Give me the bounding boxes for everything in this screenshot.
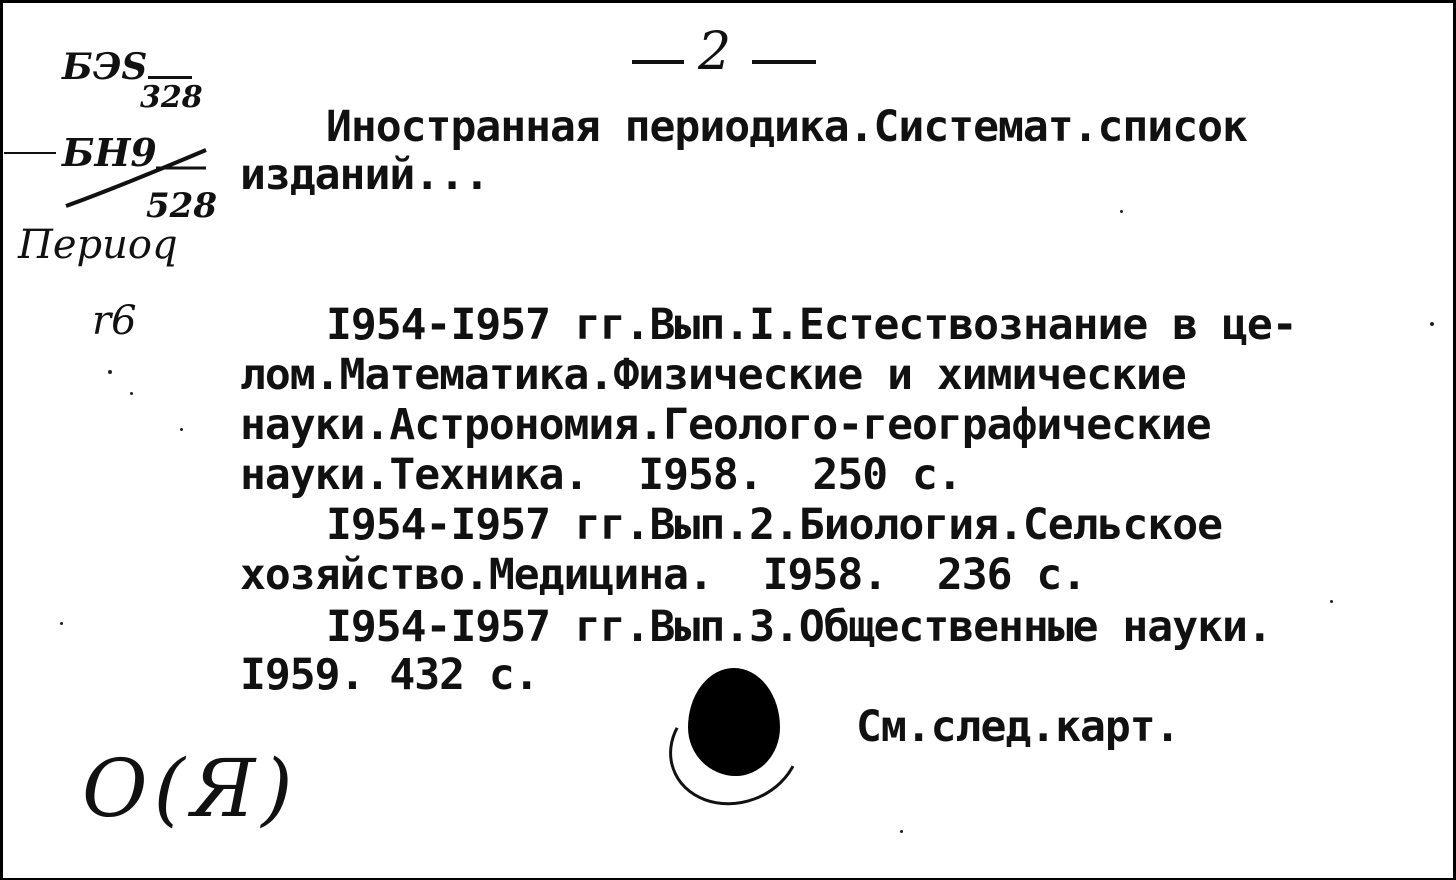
- ink-blot: [688, 668, 780, 776]
- card-border-left: [0, 0, 3, 880]
- speck: [1430, 322, 1434, 326]
- speck: [180, 428, 183, 431]
- volume-3-line-1: I954-I957 гг.Вып.3.Общественные науки.: [326, 602, 1272, 652]
- section-note: Периоq: [18, 222, 178, 268]
- classification-note: О(Я): [82, 742, 299, 835]
- speck: [1330, 600, 1333, 603]
- see-next-card: См.след.карт.: [856, 702, 1180, 752]
- shelf-mark-1-sub: 328: [140, 80, 203, 115]
- speck: [130, 392, 133, 395]
- speck: [1120, 210, 1123, 213]
- shelf-mark-2: БН9: [62, 130, 157, 175]
- shelf-mark-1-rule: [148, 76, 192, 79]
- title-line-1: Иностранная периодика.Системат.список: [326, 102, 1247, 152]
- page-number-dash-left: [632, 60, 684, 64]
- speck: [108, 370, 112, 374]
- shelf-mark-2-sub: 528: [146, 186, 217, 226]
- shelf-mark-2-dash: [4, 152, 56, 154]
- mark-r6: r6: [92, 298, 137, 344]
- page-number: 2: [698, 22, 732, 82]
- volume-1-line-2: лом.Математика.Физические и химические: [240, 350, 1186, 400]
- volume-1-line-4: науки.Техника. I958. 250 с.: [240, 450, 962, 500]
- volume-3-line-2: I959. 432 с.: [240, 650, 539, 700]
- volume-2-line-1: I954-I957 гг.Вып.2.Биология.Сельское: [326, 500, 1222, 550]
- volume-1-line-1: I954-I957 гг.Вып.I.Естествознание в це-: [326, 300, 1297, 350]
- speck: [60, 622, 63, 625]
- volume-2-line-2: хозяйство.Медицина. I958. 236 с.: [240, 550, 1087, 600]
- volume-1-line-3: науки.Астрономия.Геолого-географические: [240, 400, 1211, 450]
- page-number-dash-right: [752, 60, 816, 64]
- title-line-2: изданий...: [240, 150, 489, 200]
- card-border-top: [0, 0, 1456, 3]
- shelf-mark-1: БЭS: [62, 46, 148, 88]
- speck: [900, 830, 903, 833]
